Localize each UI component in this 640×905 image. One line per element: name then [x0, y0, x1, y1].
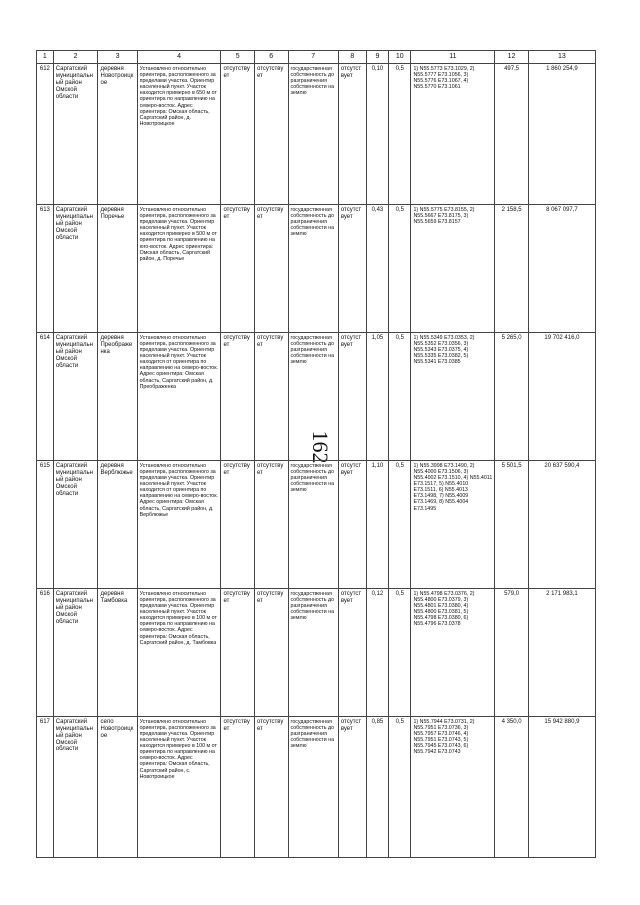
column-header-9: 9 [366, 51, 388, 64]
locality-cell: деревня Новотроицкое [98, 64, 137, 205]
column-header-6: 6 [254, 51, 288, 64]
column-header-7: 7 [288, 51, 338, 64]
row-id: 614 [37, 333, 54, 461]
land-plots-table [36, 50, 596, 858]
coordinates-cell: 1) N55.5349 E73.0353, 2) N55.5352 E73.0356, 3) N55.5343 E73.0375, 4) N55.5335 E73.0382, 5) N55.5341 E73.0385 [411, 333, 495, 461]
ownership-cell: государственная собственность до разграничения собственности на землю [288, 64, 338, 205]
coordinates-cell: 1) N55.4798 E73.0376, 2) N55.4800 E73.0379, 3) N55.4801 E73.0380, 4) N55.4800 E73.0381, 5) N55.4798 E73.0380, 6) N55.4796 E73.0378 [411, 588, 495, 716]
column-13-cell: 1 860 254,9 [528, 64, 595, 205]
coordinates-cell: 1) N55.5775 E73.8155, 2) N55.5667 E73.8175, 3) N55.5659 E73.8157 [411, 205, 495, 333]
location-cell: Установлено относительно ориентира, расположенного за пределами участка. Ориентир населенный пункт. Участок находится примерно в 100 м от ориентира по направлению на северо-восток. Адрес ориентира: Омская область, Саргатский район, д. Тамбовка [137, 588, 221, 716]
area-cell: 0,10 [366, 64, 388, 205]
land-plots-table-wrap [36, 50, 596, 858]
column-header-2: 2 [53, 51, 98, 64]
district-cell: Саргатский муниципальный район Омской области [53, 716, 98, 857]
column-header-11: 11 [411, 51, 495, 64]
column-header-13: 13 [528, 51, 595, 64]
column-8-cell: отсутствует [338, 64, 366, 205]
district-cell: Саргатский муниципальный район Омской области [53, 333, 98, 461]
ownership-cell: государственная собственность до разграничения собственности на землю [288, 460, 338, 588]
column-header-1: 1 [37, 51, 54, 64]
column-5-cell: отсутствует [221, 588, 255, 716]
coordinates-cell: 1) N55.5773 E73.1029, 2) N55.5777 E73.1056, 3) N55.5776 E73.1067, 4) N55.5770 E73.1061 [411, 64, 495, 205]
row-id: 617 [37, 716, 54, 857]
table-row [37, 460, 596, 588]
area-cell: 1,10 [366, 460, 388, 588]
district-cell: Саргатский муниципальный район Омской области [53, 205, 98, 333]
table-row [37, 716, 596, 857]
column-6-cell: отсутствует [254, 716, 288, 857]
column-10-cell: 0,5 [389, 716, 411, 857]
coordinates-cell: 1) N55.3998 E73.1490, 2) N55.4000 E73.1506, 3) N55.4002 E73.1510, 4) N55.4011 E73.1517, 5) N55.4010 E73.1511, 6) N55.4013 E73.1498, 7) N55.4009 E73.1469, 8) N55.4004 E73.1495 [411, 460, 495, 588]
column-6-cell: отсутствует [254, 333, 288, 461]
column-10-cell: 0,5 [389, 64, 411, 205]
column-header-3: 3 [98, 51, 137, 64]
coordinates-cell: 1) N55.7944 E73.0731, 2) N55.7951 E73.0736, 3) N55.7957 E73.0746, 4) N55.7951 E73.0743, 5) N55.7945 E73.0743, 6) N55.7942 E73.0743 [411, 716, 495, 857]
column-header-10: 10 [389, 51, 411, 64]
table-row [37, 333, 596, 461]
column-10-cell: 0,5 [389, 588, 411, 716]
location-cell: Установлено относительно ориентира, расположенного за пределами участка. Ориентир населенный пункт. Участок находится от ориентира по направлению на северо-восток. Адрес ориентира: Омская область, Саргатский район, д. Верблюжье [137, 460, 221, 588]
column-5-cell: отсутствует [221, 716, 255, 857]
column-6-cell: отсутствует [254, 588, 288, 716]
ownership-cell: государственная собственность до разграничения собственности на землю [288, 588, 338, 716]
table-row [37, 205, 596, 333]
locality-cell: деревня Преображенка [98, 333, 137, 461]
locality-cell: село Новотроицкое [98, 716, 137, 857]
column-13-cell: 20 637 590,4 [528, 460, 595, 588]
column-8-cell: отсутствует [338, 460, 366, 588]
column-12-cell: 4 350,0 [495, 716, 529, 857]
table-row [37, 64, 596, 205]
column-8-cell: отсутствует [338, 588, 366, 716]
column-8-cell: отсутствует [338, 333, 366, 461]
district-cell: Саргатский муниципальный район Омской области [53, 460, 98, 588]
district-cell: Саргатский муниципальный район Омской области [53, 64, 98, 205]
locality-cell: деревня Поречье [98, 205, 137, 333]
locality-cell: деревня Верблюжье [98, 460, 137, 588]
row-id: 613 [37, 205, 54, 333]
column-6-cell: отсутствует [254, 205, 288, 333]
column-13-cell: 8 067 097,7 [528, 205, 595, 333]
row-id: 612 [37, 64, 54, 205]
column-10-cell: 0,5 [389, 460, 411, 588]
column-13-cell: 15 942 880,9 [528, 716, 595, 857]
column-12-cell: 497,5 [495, 64, 529, 205]
column-header-12: 12 [495, 51, 529, 64]
column-13-cell: 19 702 416,0 [528, 333, 595, 461]
column-8-cell: отсутствует [338, 205, 366, 333]
area-cell: 1,05 [366, 333, 388, 461]
row-id: 616 [37, 588, 54, 716]
row-id: 615 [37, 460, 54, 588]
column-header-5: 5 [221, 51, 255, 64]
column-12-cell: 5 265,0 [495, 333, 529, 461]
column-12-cell: 2 158,5 [495, 205, 529, 333]
column-12-cell: 579,0 [495, 588, 529, 716]
column-5-cell: отсутствует [221, 205, 255, 333]
column-header-8: 8 [338, 51, 366, 64]
column-13-cell: 2 171 983,1 [528, 588, 595, 716]
ownership-cell: государственная собственность до разграничения собственности на землю [288, 205, 338, 333]
area-cell: 0,85 [366, 716, 388, 857]
column-8-cell: отсутствует [338, 716, 366, 857]
column-6-cell: отсутствует [254, 460, 288, 588]
area-cell: 0,43 [366, 205, 388, 333]
area-cell: 0,12 [366, 588, 388, 716]
ownership-cell: государственная собственность до разграничения собственности на землю [288, 333, 338, 461]
column-5-cell: отсутствует [221, 64, 255, 205]
column-header-4: 4 [137, 51, 221, 64]
column-12-cell: 5 501,5 [495, 460, 529, 588]
locality-cell: деревня Тамбовка [98, 588, 137, 716]
location-cell: Установлено относительно ориентира, расположенного за пределами участка. Ориентир населенный пункт. Участок находится от ориентира по направлению на северо-восток. Адрес ориентира: Омская область, Саргатский район, д. Преображенка [137, 333, 221, 461]
district-cell: Саргатский муниципальный район Омской области [53, 588, 98, 716]
column-10-cell: 0,5 [389, 333, 411, 461]
page-number: 162 [308, 430, 333, 464]
location-cell: Установлено относительно ориентира, расположенного за пределами участка. Ориентир населенный пункт. Участок находится примерно в 650 м от ориентира по направлению на северо-восток. Адрес ориентира: Омская область, Саргатский район, д. Новотроицкое [137, 64, 221, 205]
table-row [37, 588, 596, 716]
location-cell: Установлено относительно ориентира, расположенного за пределами участка. Ориентир населенный пункт. Участок находится примерно в 500 м от ориентира по направлению на юго-восток. Адрес ориентира: Омская область, Саргатский район, д. Поречье [137, 205, 221, 333]
column-5-cell: отсутствует [221, 460, 255, 588]
column-10-cell: 0,5 [389, 205, 411, 333]
column-5-cell: отсутствует [221, 333, 255, 461]
location-cell: Установлено относительно ориентира, расположенного за пределами участка. Ориентир населенный пункт. Участок находится примерно в 100 м от ориентира по направлению на северо-восток. Адрес ориентира: Омская область, Саргатский район, с. Новотроицкое [137, 716, 221, 857]
header-row [37, 51, 596, 64]
ownership-cell: государственная собственность до разграничения собственности на землю [288, 716, 338, 857]
column-6-cell: отсутствует [254, 64, 288, 205]
